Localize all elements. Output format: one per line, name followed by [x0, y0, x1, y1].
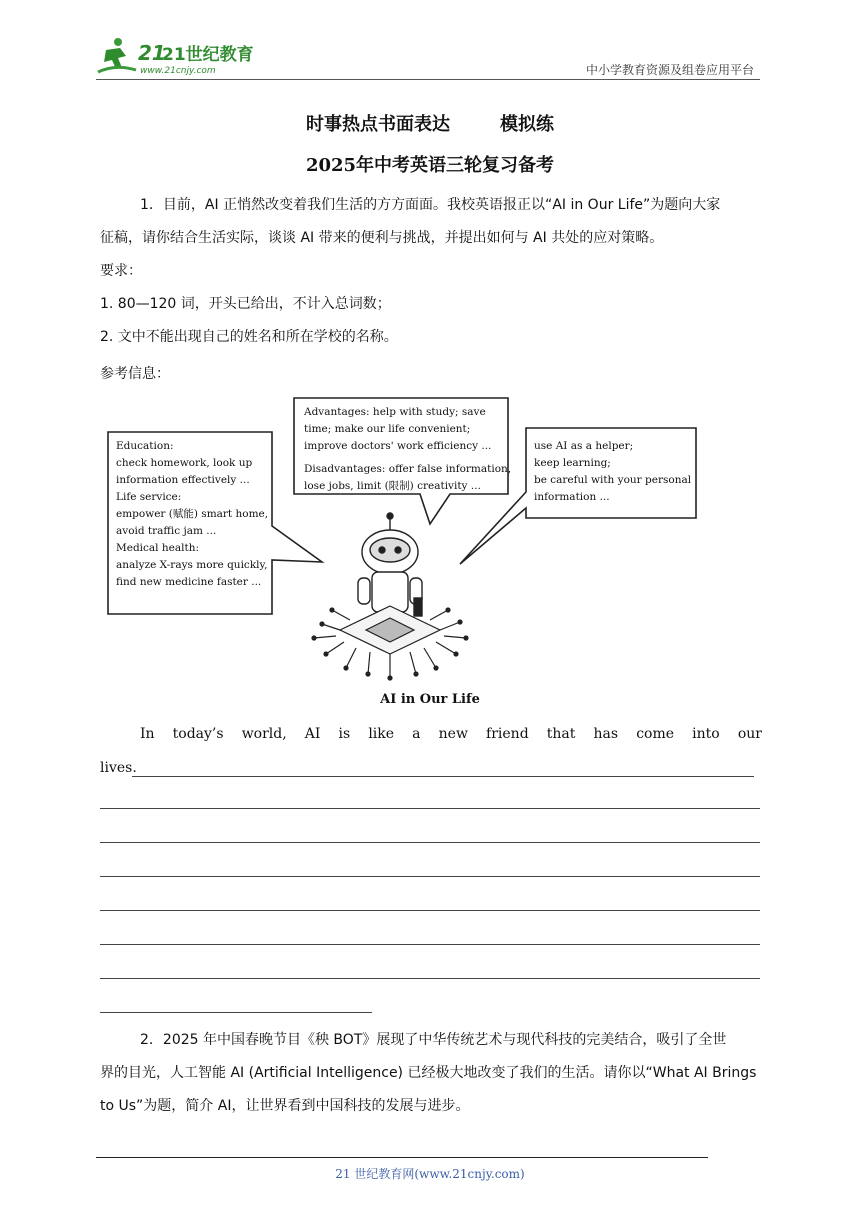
q1-requirement-2: 2. 文中不能出现自己的姓名和所在学校的名称。 — [100, 329, 398, 345]
svg-text:21: 21 — [138, 41, 166, 65]
q2-line2: 界的目光，人工智能 AI (Artificial Intelligence) 已经极大地改变了我们的生活。请你以“What AI Brings — [100, 1065, 757, 1081]
footer-text: 21 世纪教育网(www.21cnjy.com) — [335, 1167, 525, 1181]
q2-line1: 2．2025 年中国春晚节目《秧 BOT》展现了中华传统艺术与现代科技的完美结合，吸引了全世 — [140, 1032, 727, 1048]
title-left: 时事热点书面表达 — [306, 114, 450, 135]
q1-requirement-1: 1. 80—120 词，开头已给出，不计入总词数； — [100, 296, 391, 312]
q1-prompt-line1: 1．目前，AI 正悄然改变着我们生活的方方面面。我校英语报正以“AI in Our Life”为题向大家 — [140, 197, 721, 213]
circuit-board-icon — [312, 606, 468, 680]
answer-line[interactable] — [100, 978, 760, 979]
logo-text: 21世纪教育 — [162, 45, 254, 65]
reference-illustration — [100, 392, 710, 684]
header-divider — [96, 79, 760, 80]
q2-line3: to Us”为题，简介 AI，让世界看到中国科技的发展与进步。 — [100, 1098, 470, 1114]
essay-start-line2: lives. — [100, 760, 137, 776]
page-title — [0, 110, 860, 136]
right-box-text: use AI as a helper; keep learning; be careful with your personal information ... — [534, 440, 692, 503]
middle-box-text: Advantages: help with study; save time; make our life convenient; improve doctors' work efficiency ... Disadvantages: offer false information, lose jobs, limit (限制) creativity ... — [304, 406, 512, 492]
answer-line[interactable] — [100, 1012, 372, 1013]
essay-start-line: In today’s world, AI is like a new friend that has come into our — [140, 726, 762, 742]
answer-line[interactable] — [100, 944, 760, 945]
site-logo — [96, 36, 266, 78]
answer-line[interactable] — [100, 808, 760, 809]
footer-divider — [96, 1157, 708, 1158]
platform-label: 中小学教育资源及组卷应用平台 — [585, 63, 754, 77]
logo-url: www.21cnjy.com — [140, 66, 216, 76]
answer-line[interactable] — [100, 876, 760, 877]
answer-line[interactable] — [100, 842, 760, 843]
q1-requirements-label: 要求： — [100, 263, 142, 279]
runner-icon — [98, 38, 136, 72]
essay-title: AI in Our Life — [380, 692, 480, 707]
q1-reference-label: 参考信息： — [100, 366, 170, 382]
q1-prompt-line2: 征稿，请你结合生活实际，谈谈 AI 带来的便利与挑战，并提出如何与 AI 共处的应对策略。 — [100, 230, 664, 246]
page-subtitle: 2025年中考英语三轮复习备考 — [305, 155, 555, 176]
robot-icon — [358, 513, 422, 616]
answer-line[interactable] — [132, 776, 754, 777]
title-right: 模拟练 — [500, 114, 554, 135]
left-box-text: Education: check homework, look up information effectively ... Life service: empower (赋能) smart home, avoid traffic jam ... Medical health: analyze X-rays more quickly, find new medicine faster ... — [116, 440, 269, 588]
answer-line[interactable] — [100, 910, 760, 911]
